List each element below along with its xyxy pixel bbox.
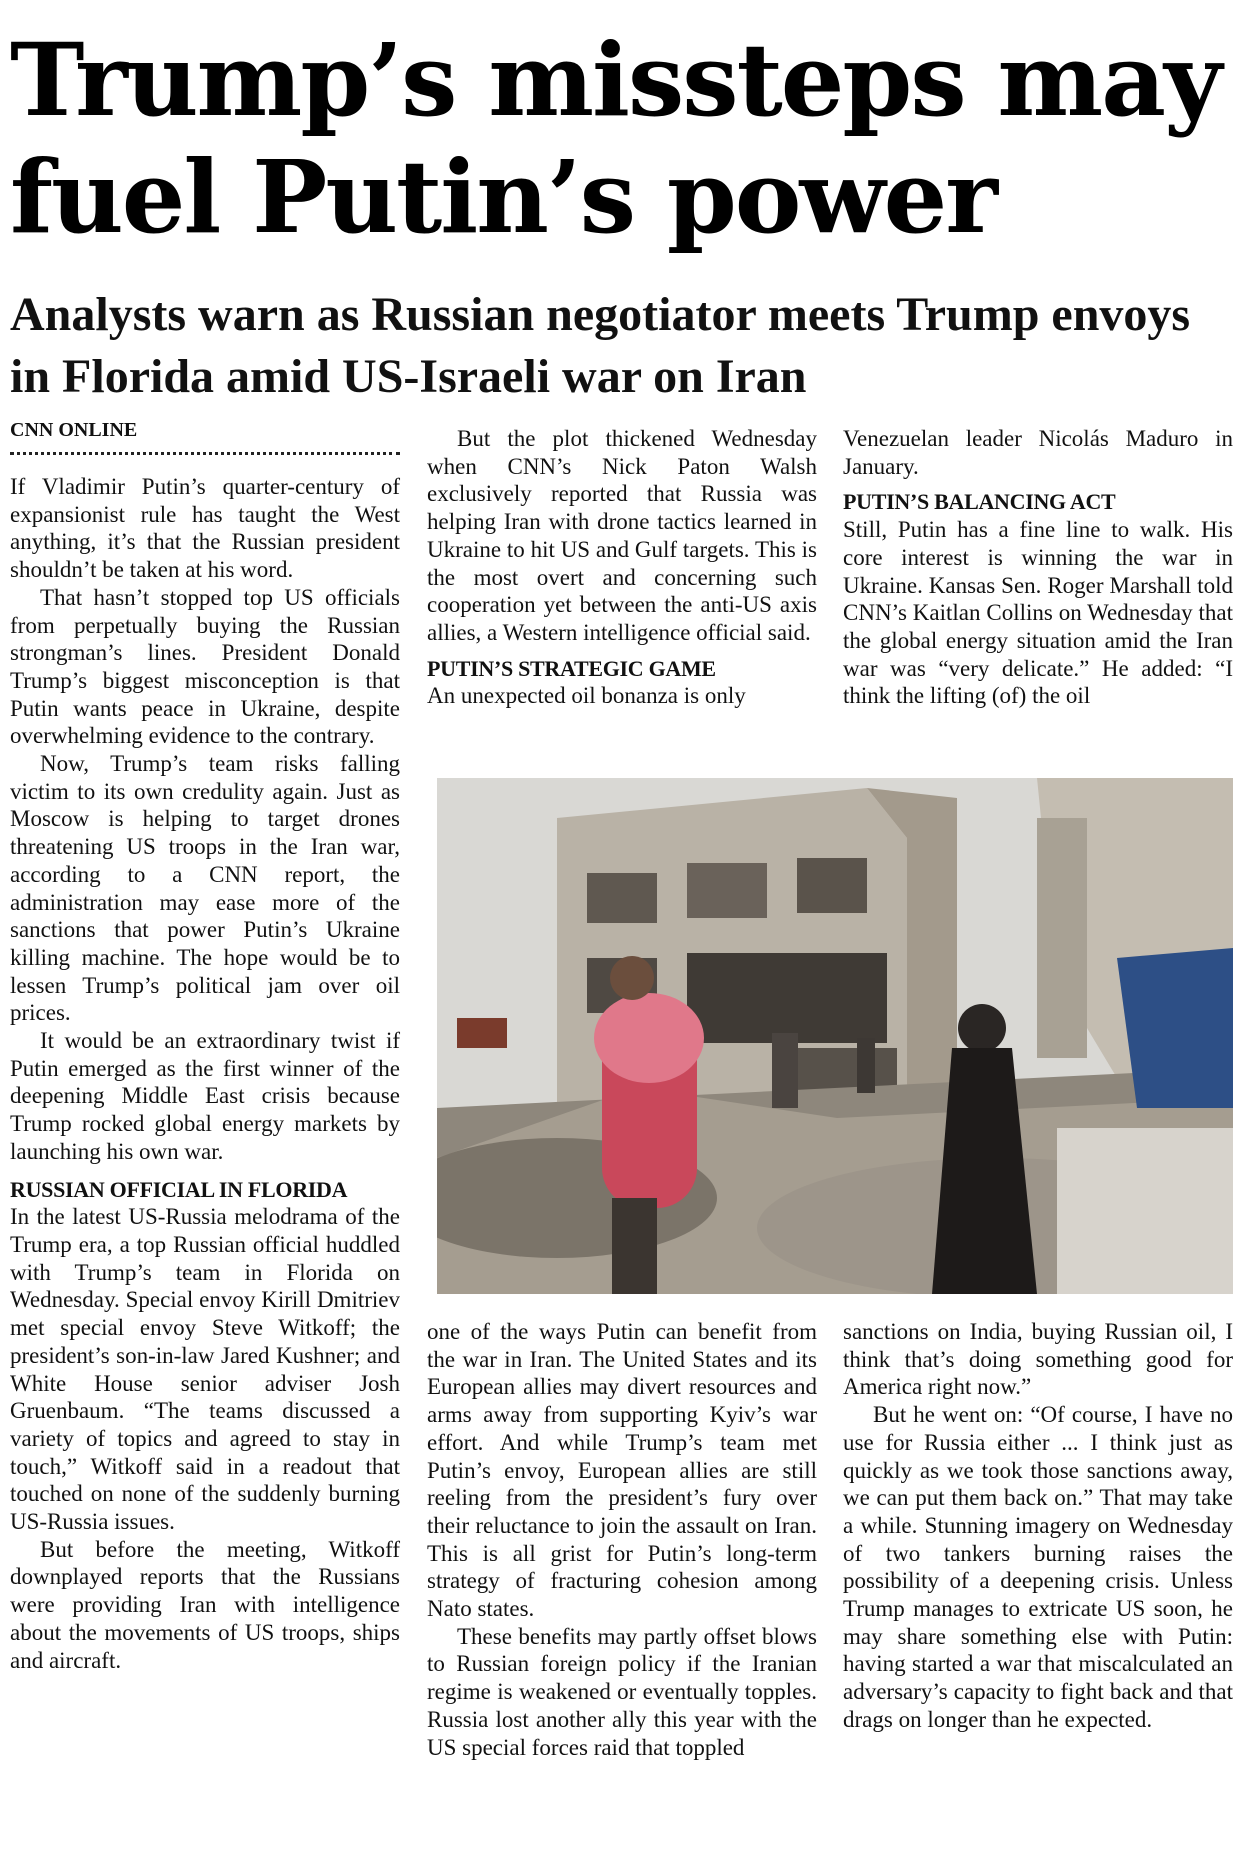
paragraph: Still, Putin has a fine line to walk. His core interest is winning the war in Ukraine. Kansas Sen. Roger Marshall told CNN’s Kaitlan Collins on Wednesday that the global energy situation amid the Iran war was “very delicate.” He added: “I think the lifting (of) the oil (843, 517, 1233, 709)
paragraph: But he went on: “Of course, I have no use for Russia either ... I think just as quickly as we took those sanctions away, we can put them back on.” That may take a while. Stunning imagery on Wednesday of two tankers burning raises the possibility of a deepening crisis. Unless Trump manages to extricate US soon, he may share something else with Putin: having started a war that miscalculated an adversary’s capacity to fight back and that drags on longer than he expected. (843, 1402, 1233, 1732)
dotted-divider (10, 452, 400, 455)
paragraph: It would be an extraordinary twist if Putin emerged as the first winner of the deepening Middle East crisis because Trump rocked global energy markets by launching his own war. (10, 1028, 400, 1164)
paragraph: That hasn’t stopped top US officials from perpetually buying the Russian strongman’s lines. President Donald Trump’s biggest misconception is that Putin wants peace in Ukraine, despite overwhelming evidence to the contrary. (10, 584, 400, 749)
paragraph: In the latest US-Russia melodrama of the Trump era, a top Russian official huddled with Trump’s team in Florida on Wednesday. Special envoy Kirill Dmitriev met special envoy Steve Witkoff; the president’s son-in-law Jared Kushner; and White House senior adviser Josh Gruenbaum. “The teams discussed a variety of topics and agreed to stay in touch,” Witkoff said in a readout that touched on none of the suddenly burning US-Russia issues. (10, 1204, 400, 1535)
article-column-2-top (427, 425, 817, 710)
subheadline: Analysts warn as Russian negotiator meets Trump envoys in Florida amid US-Israeli war on Iran (10, 288, 1191, 403)
article-column-3-top (843, 425, 1233, 710)
article-column-2-bottom (427, 1318, 817, 1761)
paragraph: one of the ways Putin can benefit from the war in Iran. The United States and its European allies may divert resources and arms away from supporting Kyiv’s war effort. And while Trump’s team met Putin’s envoy, European allies are still reeling from the president’s fury over their reluctance to join the assault on Iran. This is all grist for Putin’s long-term strategy of fracturing cohesion among Nato states. (427, 1319, 817, 1622)
section-heading: PUTIN’S BALANCING ACT (843, 489, 1116, 515)
news-photo (437, 778, 1233, 1294)
headline: Trump’s missteps may fuel Putin’s power (10, 21, 1221, 256)
article-column-1 (10, 473, 400, 1674)
paragraph: An unexpected oil bonanza is only (427, 683, 746, 709)
paragraph: But the plot thickened Wednesday when CNN’s Nick Paton Walsh exclusively reported that Russia was helping Iran with drone tactics learned in Ukraine to hit US and Gulf targets. This is the most overt and concerning such cooperation yet between the anti-US axis allies, a Western intelligence official said. (427, 426, 817, 645)
section-heading: RUSSIAN OFFICIAL IN FLORIDA (10, 1176, 348, 1202)
byline: CNN ONLINE (10, 419, 138, 441)
paragraph: These benefits may partly offset blows to Russian foreign policy if the Iranian regime is weakened or eventually topples. Russia lost another ally this year with the US special forces raid that toppled (427, 1623, 817, 1760)
article-column-3-bottom (843, 1318, 1233, 1734)
paragraph: But before the meeting, Witkoff downplayed reports that the Russians were providing Iran with intelligence about the movements of US troops, ships and aircraft. (10, 1536, 400, 1673)
paragraph: sanctions on India, buying Russian oil, I think that’s doing something good for America right now.” (843, 1319, 1233, 1400)
destroyed-building-scene (437, 778, 1233, 1294)
paragraph: Venezuelan leader Nicolás Maduro in January. (843, 426, 1233, 479)
paragraph: Now, Trump’s team risks falling victim to its own credulity again. Just as Moscow is helping to target drones threatening US troops in the Iran war, according to a CNN report, the administration may ease more of the sanctions that power Putin’s Ukraine killing machine. The hope would be to lessen Trump’s political jam over oil prices. (10, 751, 400, 1026)
section-heading: PUTIN’S STRATEGIC GAME (427, 655, 716, 681)
paragraph: If Vladimir Putin’s quarter-century of expansionist rule has taught the West anything, it’s that the Russian president shouldn’t be taken at his word. (10, 474, 400, 583)
